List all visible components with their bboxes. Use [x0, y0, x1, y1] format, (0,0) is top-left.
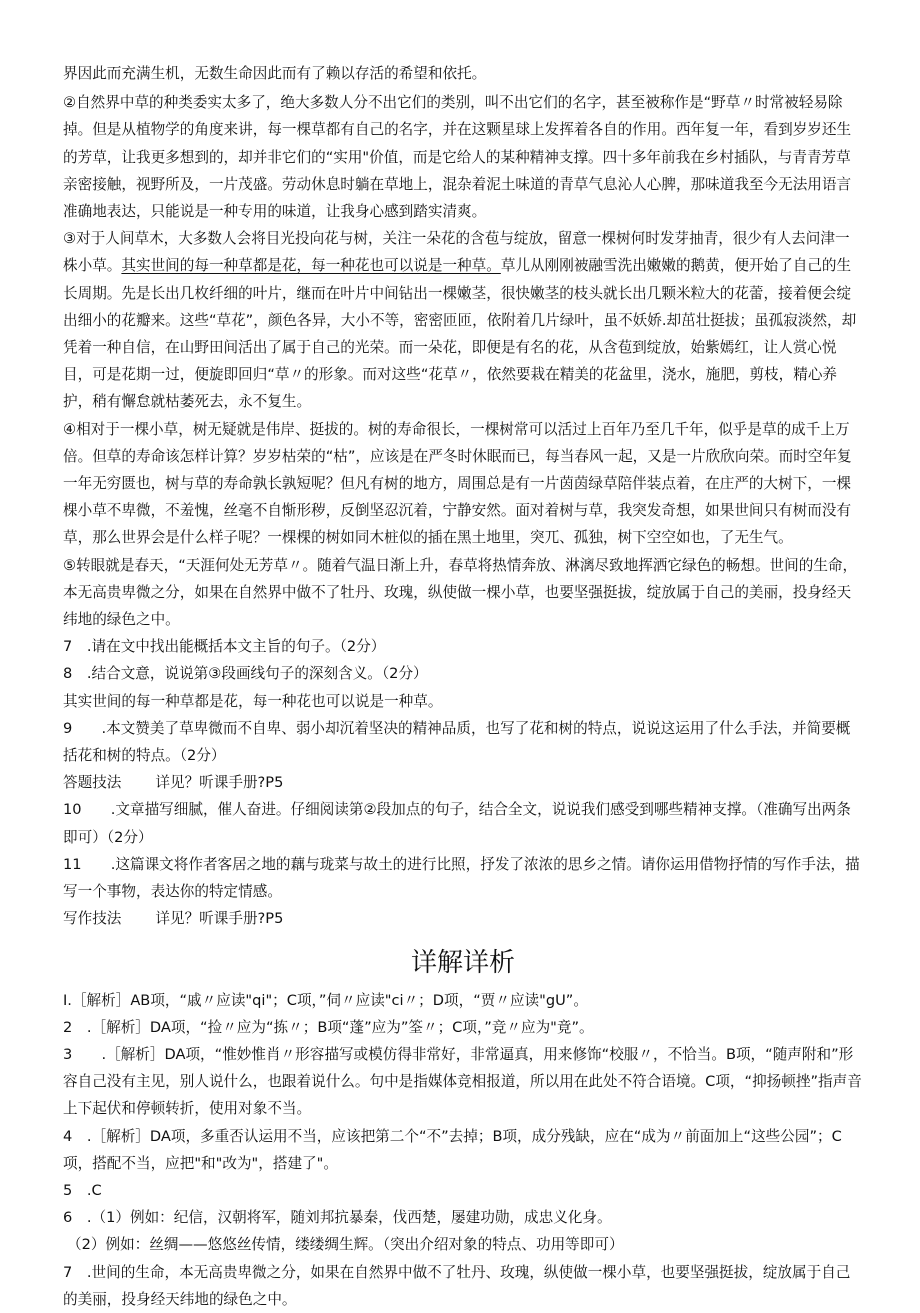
question-11: 11 .这篇课文将作者客居之地的藕与珑菜与故土的进行比照，抒发了浓浓的思乡之情。请你运用借物抒情的写作手法，描写一个事物，表达你的特定情感。 — [63, 855, 860, 901]
answer-6: 6 .（1）例如：纪信，汉朝将军，随刘邦抗暴秦，伐西楚，屡建功勋，成忠义化身。 — [63, 1209, 612, 1227]
answer-1: I.［解析］AB项，“戚〃应读"qi"；C项，”伺〃应读"ci〃；D项，“贾〃应读"gU”。 — [63, 991, 588, 1009]
tip-label: 答题技法 — [63, 774, 122, 792]
question-7: 7 .请在文中找出能概括本文主旨的句子。（2分） — [63, 638, 386, 656]
paragraph-1-end: 界因此而充满生机，无数生命因此而有了赖以存活的希望和依托。 — [63, 65, 487, 82]
question-9-tip — [63, 769, 863, 796]
tip-reference: 详见？听课手册?P5 — [155, 910, 284, 928]
paragraph-3-rest: 草儿从刚刚被融雪洗出嫩嫩的鹅黄，便开始了自己的生长周期。先是长出几枚纤细的叶片，继而在叶片中间钻出一棵嫩茎，很快嫩茎的枝头就长出几颗米粒大的花蕾，接着便会绽出细小的花瓣来。这些“草花”，颜色各异，大小不等，密密匝匝，依附着几片绿叶，虽不妖娇.却茁壮挺拔；虽孤寂淡然，却凭着一种自信，在山野田间活出了属于自己的光荣。而一朵花，即便是有名的花，从含苞到绽放，始紫嫣红，让人赏心悦目，可是花期一过，便旋即回归“草〃的形象。而对这些“花草〃，依然要栽在精美的花盆里，浇水，施肥，剪枝，精心养护，稍有懈怠就枯萎死去，永不复生。 — [63, 257, 857, 411]
answer-6-part-2: （2）例如：丝绸——悠悠丝传情，缕缕绸生辉。（突出介绍对象的特点、功用等即可） — [67, 1236, 624, 1254]
paragraph-3 — [63, 225, 863, 415]
paragraph-5: ⑤转眼就是春天，“天涯何处无芳草〃。随着气温日渐上升，春草将热情奔放、淋漓尽致地挥洒它绿色的畅想。世间的生命，本无高贵卑微之分，如果在自然界中做不了牡丹、玫瑰，纵使做一棵小草，也要坚强挺拔，绽放属于自己的美丽，投身经天纬地的绿色之中。 — [63, 556, 858, 629]
question-10: 10 .文章描写细腻，催人奋进。仔细阅读第②段加点的句子，结合全文，说说我们感受到哪些精神支撑。（准确写出两条即可）（2分） — [63, 801, 851, 846]
analysis-section — [63, 987, 863, 1313]
document-page — [63, 60, 863, 1313]
answer-2: 2 .［解析］DA项，“捡〃应为“拣〃；B项“蓬”应为”筌〃；C项，”竞〃应为"竟”。 — [63, 1018, 594, 1036]
paragraph-2: ②自然界中草的种类委实太多了，绝大多数人分不出它们的类别，叫不出它们的名字，甚至被称作是“野草〃时常被轻易除掉。但是从植物学的角度来讲，每一棵草都有自己的名字，并在这颗星球上发挥着各自的作用。西年复一年，看到岁岁还生的芳草，让我更多想到的，却并非它们的“实用"价值，而是它给人的某种精神支撑。四十多年前我在乡村插队，与青青芳草亲密接触，视野所及，一片茂盛。劳动休息时躺在草地上，混杂着泥土味道的青草气息沁人心脾，那味道我至今无法用语言准确地表达，只能说是一种专用的味道，让我身心感到踏实清爽。 — [63, 94, 852, 221]
tip-label: 写作技法 — [63, 910, 122, 928]
paragraph-3-start: ③对于人间草木，大多数人会将目光投向花与树，关注一朵花的含苞与绽放，留意一棵树何时发芽抽青，很少有人去问津一株小草。 — [63, 230, 850, 275]
answer-3: 3 .［解析］DA项，“惟妙惟肖〃形容描写或模仿得非常好，非常逼真，用来修饰“校服〃，不恰当。B项，“随声附和”形容自己没有主见，别人说什么，也跟着说什么。句中是指媒体竞相报道，所以用在此处不符合语境。C项，“抑扬顿挫”指声音上下起伏和停顿转折，使用对象不当。 — [63, 1045, 862, 1118]
paragraph-4: ④相对于一棵小草，树无疑就是伟岸、挺拔的。树的寿命很长，一棵树常可以活过上百年乃至几千年，似乎是草的成千上万倍。但草的寿命该怎样计算？岁岁枯荣的“枯”，应该是在严冬时休眠而已，每当春风一起，又是一片欣欣向荣。而时空年复一年无穷匮也，树与草的寿命孰长孰短呢？但凡有树的地方，周围总是有一片茵茵绿草陪伴装点着，在庄严的大树下，一棵棵小草不卑微，不羞愧，丝毫不自惭形秽，反倒坚忍沉着，宁静安然。面对着树与草，我突发奇想，如果世间只有树而没有草，那么世界会是什么样子呢？一棵棵的树如同木桩似的插在黑土地里，突兀、孤独，树下空空如也，了无生气。 — [63, 420, 852, 547]
section-title: 详解详析 — [410, 947, 515, 978]
underlined-sentence: 其实世间的每一种草都是花，每一种花也可以说是一种草。 — [121, 257, 501, 275]
answer-7: 7 .世间的生命，本无高贵卑微之分，如果在自然界中做不了牡丹、玫瑰，纵使做一棵小草，也要坚强挺拔，绽放属于自己的美丽，投身经天纬地的绿色之中。 — [63, 1263, 851, 1308]
tip-reference: 详见？听课手册?P5 — [155, 774, 284, 792]
question-8-quote: 其实世间的每一种草都是花，每一种花也可以说是一种草。 — [63, 692, 443, 710]
answer-5: 5 .C — [63, 1181, 102, 1199]
question-8: 8 .结合文意，说说第③段画线句子的深刻含义。（2分） — [63, 665, 428, 683]
question-11-tip — [63, 905, 863, 932]
question-9: 9 .本文赞美了草卑微而不自卑、弱小却沉着坚决的精神品质，也写了花和树的特点，说说这运用了什么手法，并简要概括花和树的特点。（2分） — [63, 719, 851, 765]
answer-4: 4 .［解析］DA项，多重否认运用不当，应该把第二个“不”去掉；B项，成分残缺，应在“成为〃前面加上“这些公园”；C项，搭配不当，应把"和"改为"，搭建了"。 — [63, 1127, 842, 1172]
